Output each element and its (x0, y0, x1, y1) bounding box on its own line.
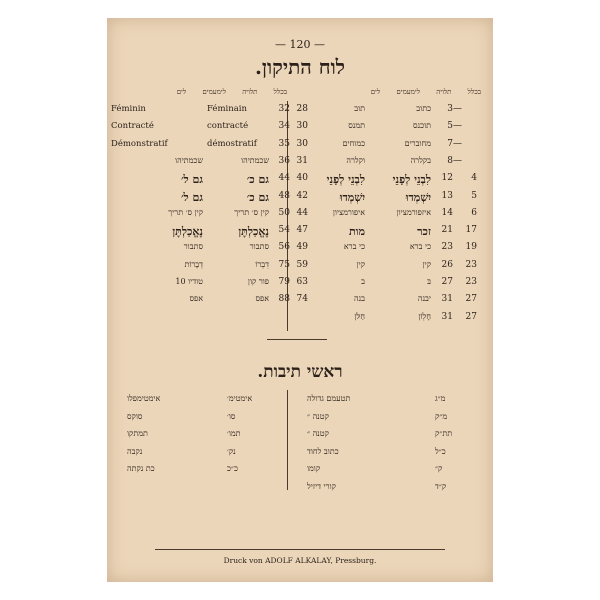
table-cell: קין (422, 259, 431, 269)
table-cell: וקלרה (346, 155, 365, 165)
table-cell: 48 (278, 190, 290, 201)
table-cell: Démonstratif (111, 138, 168, 149)
section-divider (267, 339, 327, 340)
abbr-key: מ״ק (435, 411, 448, 421)
table-cell: 44 (278, 173, 290, 184)
table-row (107, 139, 493, 155)
table-cell: דְבָרוֹת (184, 259, 203, 269)
table-cell: 31 (296, 155, 308, 166)
table-cell: 32 (278, 104, 290, 114)
abbr-value: קומו (307, 464, 321, 473)
table-cell: פור קון (247, 277, 269, 286)
table-cell: איפורמציון (332, 207, 365, 217)
table-cell: ב (361, 277, 365, 286)
dash-mark: — (453, 155, 462, 166)
table-cell: 5 (471, 190, 477, 201)
table-cell: מות (348, 225, 365, 239)
table-row (107, 173, 493, 189)
table-cell: 12 (441, 173, 453, 184)
table-cell: שכמתיהו (241, 155, 269, 165)
table-row (107, 104, 493, 120)
left-column-headers (163, 88, 287, 96)
abbr-value: נקבה (127, 446, 143, 456)
table-cell: 23 (441, 242, 453, 253)
table-cell: 34 (278, 121, 290, 132)
table-cell: יִשְׁמְדוּ (339, 190, 365, 204)
table-cell: שכמתיהו (175, 155, 203, 165)
table-cell: נֶאֱכַלְתֶּן (238, 225, 269, 239)
table-cell: גם ל׳ (180, 190, 203, 204)
table-cell: איזפורמציון (396, 207, 431, 217)
abbr-value: קטנה ״ (307, 411, 329, 421)
table-cell: 50 (278, 207, 290, 218)
table-cell: תמנס (348, 121, 365, 131)
table-cell: 19 (465, 242, 477, 253)
table-cell: בקלרה (410, 155, 431, 165)
col-header: בכלל (467, 88, 481, 96)
footer-rule (155, 549, 445, 550)
printer-credit: Druck von ADOLF ALKALAY, Pressburg. (223, 556, 377, 565)
table-cell: 23 (465, 259, 477, 270)
table-cell: קין ס׳ תריך (234, 207, 269, 217)
abbreviations-title: ראשי תיבות. (257, 362, 343, 382)
table-cell: 26 (441, 259, 453, 270)
abbr-key: ק״ד (435, 481, 447, 491)
table-row (107, 225, 493, 241)
table-cell: 59 (296, 259, 308, 270)
table-cell: 6 (471, 207, 477, 218)
table-cell: Contracté (111, 121, 154, 132)
table-cell: 27 (441, 277, 453, 287)
abbr-key: כ״כ (227, 464, 238, 473)
table-cell: 47 (296, 225, 308, 236)
table-row (107, 312, 493, 328)
abbr-value: קטנה ״ (307, 429, 329, 438)
table-cell: 74 (296, 294, 308, 305)
page-number: — 120 — (275, 38, 325, 51)
abbr-value: כת נקתה (127, 464, 155, 473)
table-cell: בנה (353, 294, 365, 304)
table-cell: נֶאֱכַלְתֶּן (172, 225, 203, 239)
abbr-key: כ״ל (435, 446, 446, 456)
abbr-key: נק׳ (227, 446, 236, 456)
table-cell: חָלְוֹן (418, 311, 431, 321)
book-page (107, 18, 493, 582)
table-cell: 17 (465, 225, 477, 236)
table-cell: 49 (296, 242, 308, 253)
col-header: תלויה (436, 88, 452, 96)
abbr-value: תטעמם גדולה (307, 394, 351, 403)
table-cell: 75 (278, 259, 290, 270)
table-row (107, 277, 493, 293)
abbr-key: סו׳ (227, 411, 236, 421)
table-cell: יבנה (417, 294, 431, 304)
col-header: תלויה (242, 88, 258, 96)
table-cell: 54 (278, 225, 290, 236)
table-row (107, 191, 493, 207)
table-cell: 56 (278, 242, 290, 253)
table-row (107, 294, 493, 310)
table-row (107, 242, 493, 258)
table-cell: קין (356, 259, 365, 269)
table-cell: 28 (296, 104, 308, 114)
table-cell: 35 (278, 138, 290, 149)
table-cell: 23 (465, 277, 477, 287)
table-cell: גם ל׳ (180, 173, 203, 187)
table-cell: זכר (417, 225, 431, 239)
dash-mark: — (453, 121, 462, 132)
table-cell: קין ס׳ תריך (168, 207, 203, 217)
table-row (107, 156, 493, 172)
table-row (107, 208, 493, 224)
table-cell: כי ברא (409, 242, 431, 252)
abbr-key: ק״ (435, 464, 443, 473)
table-cell: מחוברים (404, 138, 431, 148)
table-cell: 21 (441, 225, 453, 236)
table-cell: לִבְנֵי לְפָנֵי (326, 173, 365, 187)
table-cell: גם כ׳ (246, 190, 269, 204)
table-cell: 36 (278, 155, 290, 166)
table-cell: גם כ׳ (246, 173, 269, 187)
col-header: בכלל (273, 88, 287, 96)
table-cell: כמוחים (342, 138, 365, 148)
table-cell: 31 (441, 294, 453, 305)
table-cell: לִבְנֵי לְפָנֵי (392, 173, 431, 187)
table-cell: 5 (447, 121, 453, 132)
table-cell: 88 (278, 294, 290, 305)
dash-mark: — (453, 104, 462, 114)
table-cell: תוב (354, 104, 365, 113)
abbr-key: מ״ג (435, 394, 446, 403)
abbr-key: תת״ק (435, 429, 453, 438)
dash-mark: — (453, 138, 462, 149)
table-cell: סתבור (183, 242, 203, 252)
table-cell: Féminin (111, 104, 146, 114)
table-cell: יִשְׁמְדוּ (405, 190, 431, 204)
table-cell: 14 (441, 207, 453, 218)
col-header: לים (176, 88, 187, 96)
abbr-value: קורי דיזיל (307, 481, 336, 491)
page-title: לוח התיקון. (254, 55, 346, 79)
table-cell: 42 (296, 190, 308, 201)
table-cell: טודיו 10 (175, 277, 203, 286)
table-cell: סתבור (249, 242, 269, 252)
table-cell: כי ברא (343, 242, 365, 252)
table-cell: 8 (447, 155, 453, 166)
table-cell: 30 (296, 138, 308, 149)
table-cell: 31 (441, 311, 453, 322)
table-cell: 44 (296, 207, 308, 218)
abbr-value: כתוב לחוד (307, 446, 339, 456)
abbr-value: תמתקו (127, 429, 148, 438)
table-row (107, 121, 493, 137)
table-cell: 4 (471, 173, 477, 184)
table-cell: תוכנס (413, 121, 431, 131)
table-cell: 7 (447, 138, 453, 149)
table-cell: 3 (447, 104, 453, 114)
table-cell: אפס (189, 294, 203, 304)
abbr-divider (287, 390, 288, 490)
abbr-key: תמו׳ (227, 429, 241, 438)
table-cell: 30 (296, 121, 308, 132)
table-cell: חַלֹּן (354, 311, 365, 321)
abbr-value: סוקס (127, 411, 143, 421)
table-cell: 27 (465, 311, 477, 322)
table-cell: בּ (427, 277, 431, 286)
abbr-key: אימטימ׳ (227, 394, 253, 403)
table-cell: 40 (296, 173, 308, 184)
table-cell: démostratif (207, 138, 257, 149)
table-cell: 79 (278, 277, 290, 287)
col-header: לימעמים (202, 88, 226, 96)
abbr-value: אימטימפלו (127, 394, 161, 403)
col-header: לים (370, 88, 381, 96)
right-column-headers (357, 88, 481, 96)
table-cell: 27 (465, 294, 477, 305)
table-cell: דִבְרוֹ (255, 259, 269, 269)
table-cell: contracté (207, 121, 249, 132)
table-cell: כתוב (416, 104, 431, 113)
table-row (107, 260, 493, 276)
table-cell: Féminain (207, 104, 247, 114)
table-cell: 13 (441, 190, 453, 201)
col-header: לימעמים (396, 88, 420, 96)
table-cell: אפס (255, 294, 269, 304)
table-cell: 63 (296, 277, 308, 287)
